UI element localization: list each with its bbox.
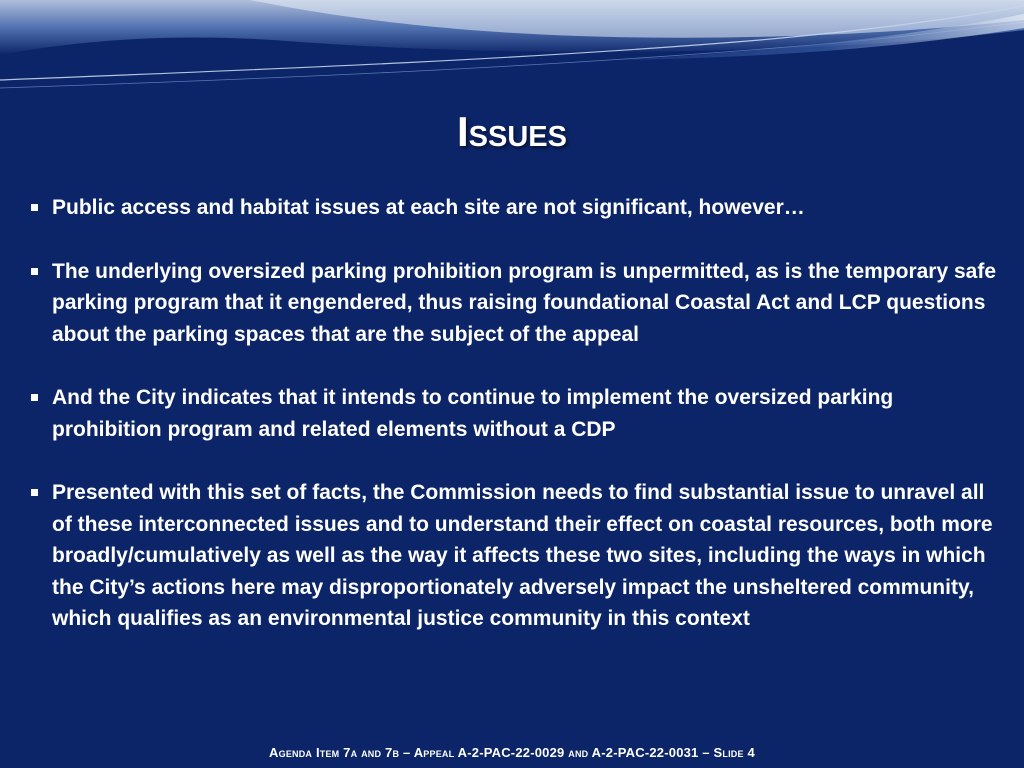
bullet-text: And the City indicates that it intends to continue to implement the oversized parking prohibition program and related elements without a CDP [52, 386, 894, 441]
bullet-text: Presented with this set of facts, the Commission needs to find substantial issue to unravel all of these interconnected issues and to understand their effect on coastal resources, both more broadly/cumulatively as well as the way it affects these two sites, including the ways in which the City’s actions here may disproportionately adversely impact the unsheltered community, which qualifies as an environmental justice community in this context [52, 481, 993, 630]
header-wave-decoration [0, 0, 1024, 100]
bullet-item [28, 382, 998, 445]
bullet-item [28, 477, 998, 635]
square-bullet-icon [31, 268, 38, 275]
bullet-text: Public access and habitat issues at each site are not significant, however… [52, 196, 805, 219]
bullet-text: The underlying oversized parking prohibition program is unpermitted, as is the temporary safe parking program that it engendered, thus raising foundational Coastal Act and LCP questions about the parking spaces that are the subject of the appeal [52, 259, 997, 346]
bullet-item [28, 192, 998, 224]
slide-footer: Agenda Item 7a and 7b – Appeal A-2-PAC-22-0029 and A-2-PAC-22-0031 – Slide 4 [269, 745, 755, 760]
square-bullet-icon [31, 394, 38, 401]
slide-title: Issues [457, 108, 567, 155]
square-bullet-icon [31, 489, 38, 496]
bullet-item [28, 256, 998, 351]
square-bullet-icon [31, 204, 38, 211]
bullet-list [28, 192, 998, 635]
